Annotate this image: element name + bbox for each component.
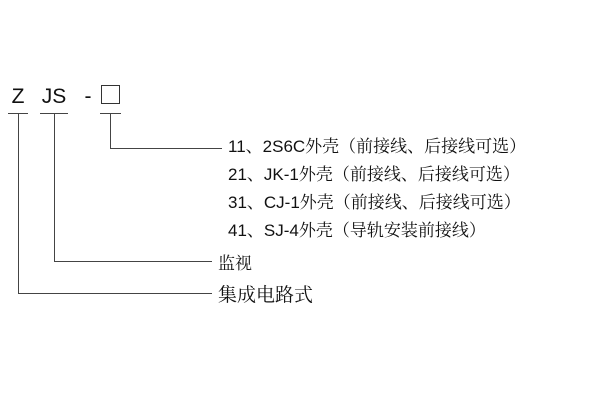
leader-js-vertical: [54, 113, 55, 261]
code-char-dash: -: [84, 85, 92, 108]
leader-js-horizontal: [54, 261, 212, 262]
leader-box-vertical: [110, 113, 111, 149]
leader-z-vertical: [18, 113, 19, 293]
leader-box-horizontal: [110, 148, 222, 149]
shell-option-31: 31、CJ-1外壳（前接线、后接线可选）: [228, 193, 521, 212]
shell-option-11: 11、2S6C外壳（前接线、后接线可选）: [228, 137, 527, 156]
monitor-label: 监视: [218, 254, 252, 273]
integrated-circuit-label: 集成电路式: [218, 285, 314, 306]
shell-option-list: [228, 133, 598, 245]
code-char-js: JS: [41, 85, 67, 108]
shell-option-41: 41、SJ-4外壳（导轨安装前接线）: [228, 221, 486, 240]
code-char-z: Z: [11, 85, 25, 108]
code-box-placeholder: [101, 85, 120, 104]
shell-option-21: 21、JK-1外壳（前接线、后接线可选）: [228, 165, 520, 184]
leader-z-horizontal: [18, 293, 212, 294]
